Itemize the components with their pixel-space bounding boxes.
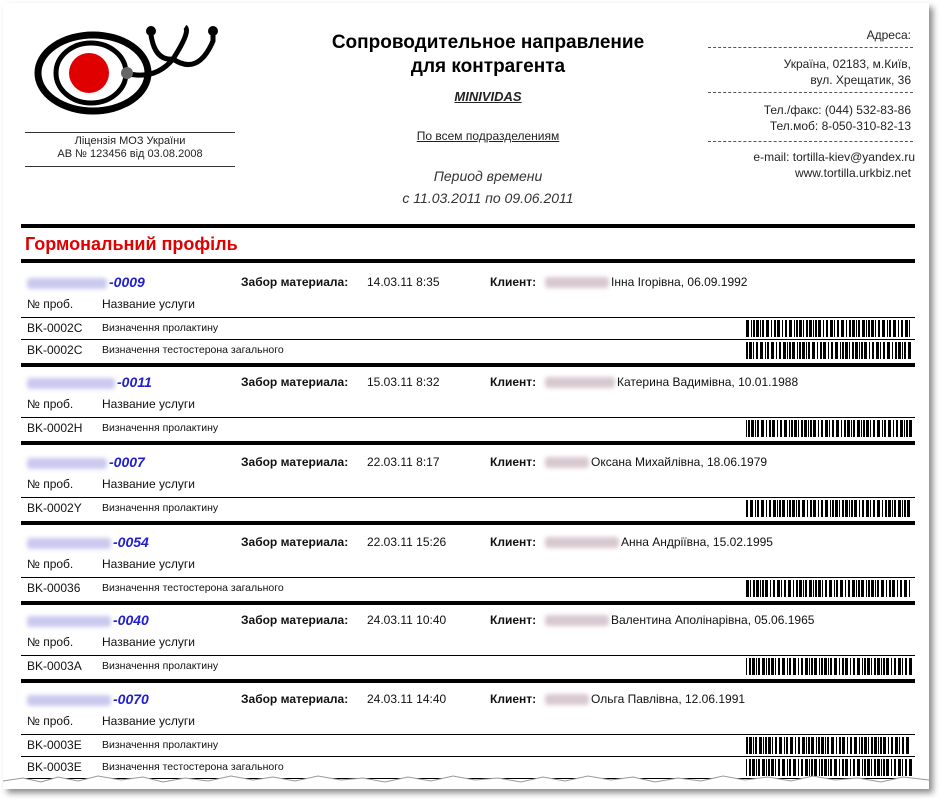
client-label: Клиент: <box>490 275 537 289</box>
sample-code: BK-0003A <box>27 659 82 673</box>
sample-code: BK-0002H <box>27 421 83 435</box>
order-separator <box>21 521 915 525</box>
analyzer-name: MINIVIDAS <box>454 89 522 104</box>
sample-code: BK-0002C <box>27 321 83 335</box>
client-label: Клиент: <box>490 535 537 549</box>
collection-date: 24.03.11 14:40 <box>367 692 447 706</box>
redacted-id <box>27 538 111 549</box>
client-name: Валентина Аполінарівна, 05.06.1965 <box>611 613 815 627</box>
redacted-id <box>27 278 107 289</box>
order-id-suffix: -0040 <box>113 612 149 628</box>
row-line <box>21 756 915 757</box>
client-info <box>545 375 798 389</box>
sample-code: BK-0002C <box>27 343 83 357</box>
order-separator <box>21 601 915 605</box>
redacted-id <box>27 378 115 389</box>
sample-no-header: № проб. <box>27 557 74 571</box>
section-title: Гормональний профіль <box>25 234 238 254</box>
email: e-mail: tortilla-kiev@yandex.ru <box>753 150 915 164</box>
phone-fax: Тел./факс: (044) 532-83-86 <box>763 103 911 117</box>
barcode-icon <box>746 342 912 359</box>
redacted-surname <box>545 457 589 468</box>
redacted-surname <box>545 377 615 388</box>
order-id <box>27 691 149 707</box>
service-name: Визначення пролактину <box>102 422 219 434</box>
service-name: Визначення тестостерона загального <box>102 344 284 356</box>
order-id <box>27 612 149 628</box>
redacted-surname <box>545 277 609 288</box>
collection-date: 22.03.11 15:26 <box>367 535 447 549</box>
header-divider <box>21 224 915 228</box>
client-name: Катерина Вадимівна, 10.01.1988 <box>617 375 799 389</box>
sample-code: BK-00036 <box>27 581 81 595</box>
collection-label: Забор материала: <box>241 535 349 549</box>
client-info <box>545 455 767 469</box>
section-divider <box>21 259 915 263</box>
license-top-line <box>25 132 235 133</box>
address-dash-2 <box>708 92 913 93</box>
barcode-icon <box>746 500 912 517</box>
sample-code: BK-0003E <box>27 760 82 774</box>
redacted-surname <box>545 537 619 548</box>
row-line <box>21 417 915 418</box>
service-name-header: Название услуги <box>102 477 195 491</box>
report-page <box>3 3 929 789</box>
collection-label: Забор материала: <box>241 613 349 627</box>
address-line-1: Україна, 02183, м.Київ, <box>783 57 911 71</box>
order-id-suffix: -0009 <box>109 274 145 290</box>
redacted-id <box>27 616 111 627</box>
redacted-surname <box>545 694 589 705</box>
address-label: Адреса: <box>866 28 911 42</box>
order-id-suffix: -0011 <box>117 374 152 390</box>
service-name: Визначення пролактину <box>102 502 219 514</box>
row-line <box>21 655 915 656</box>
torn-edge-icon <box>3 771 929 789</box>
client-name: Ольга Павлівна, 12.06.1991 <box>591 692 746 706</box>
service-name-header: Название услуги <box>102 557 195 571</box>
address-line-2: вул. Хрещатик, 36 <box>810 73 911 87</box>
address-dash-3 <box>708 141 913 142</box>
client-label: Клиент: <box>490 375 537 389</box>
stethoscope-logo-icon <box>33 21 233 116</box>
order-id <box>27 534 149 550</box>
sample-no-header: № проб. <box>27 714 74 728</box>
order-id <box>27 274 145 290</box>
barcode-icon <box>746 737 912 754</box>
document-title-line-1: Сопроводительное направление <box>331 32 645 53</box>
service-name-header: Название услуги <box>102 635 195 649</box>
redacted-id <box>27 458 107 469</box>
barcode-icon <box>746 658 912 675</box>
collection-date: 15.03.11 8:32 <box>367 375 440 389</box>
order-id <box>27 454 145 470</box>
service-name-header: Название услуги <box>102 297 195 311</box>
barcode-icon <box>746 580 912 597</box>
order-id-suffix: -0070 <box>113 691 149 707</box>
client-label: Клиент: <box>490 692 537 706</box>
period-range: с 11.03.2011 по 09.06.2011 <box>402 190 574 206</box>
redacted-surname <box>545 615 609 626</box>
order-id <box>27 374 152 390</box>
collection-label: Забор материала: <box>241 275 349 289</box>
client-label: Клиент: <box>490 455 537 469</box>
collection-label: Забор материала: <box>241 375 349 389</box>
address-dash-1 <box>708 47 913 48</box>
sample-no-header: № проб. <box>27 635 74 649</box>
row-line <box>21 497 915 498</box>
barcode-icon <box>746 320 912 337</box>
service-name: Визначення пролактину <box>102 322 219 334</box>
period-label: Период времени <box>433 168 543 184</box>
client-name: Оксана Михайлівна, 18.06.1979 <box>591 455 768 469</box>
client-name: Інна Ігорівна, 06.09.1992 <box>611 275 748 289</box>
collection-label: Забор материала: <box>241 455 349 469</box>
client-info <box>545 275 747 289</box>
service-name: Визначення тестостерона загального <box>102 761 284 773</box>
client-name: Анна Андріївна, 15.02.1995 <box>621 535 773 549</box>
subdivisions-filter: По всем подразделениям <box>416 129 560 143</box>
client-label: Клиент: <box>490 613 537 627</box>
row-line <box>21 577 915 578</box>
order-separator <box>21 679 915 683</box>
collection-date: 22.03.11 8:17 <box>367 455 440 469</box>
order-separator <box>21 441 915 445</box>
service-name: Визначення тестостерона загального <box>102 582 284 594</box>
service-name: Визначення пролактину <box>102 739 219 751</box>
order-id-suffix: -0054 <box>113 534 149 550</box>
row-line <box>21 734 915 735</box>
collection-label: Забор материала: <box>241 692 349 706</box>
row-line <box>21 317 915 318</box>
website: www.tortilla.urkbiz.net <box>794 166 911 180</box>
service-name-header: Название услуги <box>102 397 195 411</box>
service-name-header: Название услуги <box>102 714 195 728</box>
order-separator <box>21 363 915 367</box>
phone-mobile: Тел.моб: 8-050-310-82-13 <box>769 119 911 133</box>
row-line <box>21 339 915 340</box>
document-title-line-2: для контрагента <box>410 56 566 77</box>
license-line-2: АВ № 123456 від 03.08.2008 <box>57 148 203 160</box>
license-bottom-line <box>25 166 235 167</box>
collection-date: 24.03.11 10:40 <box>367 613 447 627</box>
order-id-suffix: -0007 <box>109 454 145 470</box>
sample-no-header: № проб. <box>27 297 74 311</box>
collection-date: 14.03.11 8:35 <box>367 275 440 289</box>
sample-no-header: № проб. <box>27 397 74 411</box>
client-info <box>545 535 773 549</box>
redacted-id <box>27 695 111 706</box>
service-name: Визначення пролактину <box>102 660 219 672</box>
client-info <box>545 692 745 706</box>
barcode-icon <box>746 420 912 437</box>
license-line-1: Ліцензія МОЗ України <box>74 135 186 147</box>
sample-code: BK-0002Y <box>27 501 82 515</box>
sample-no-header: № проб. <box>27 477 74 491</box>
sample-code: BK-0003E <box>27 738 82 752</box>
client-info <box>545 613 814 627</box>
